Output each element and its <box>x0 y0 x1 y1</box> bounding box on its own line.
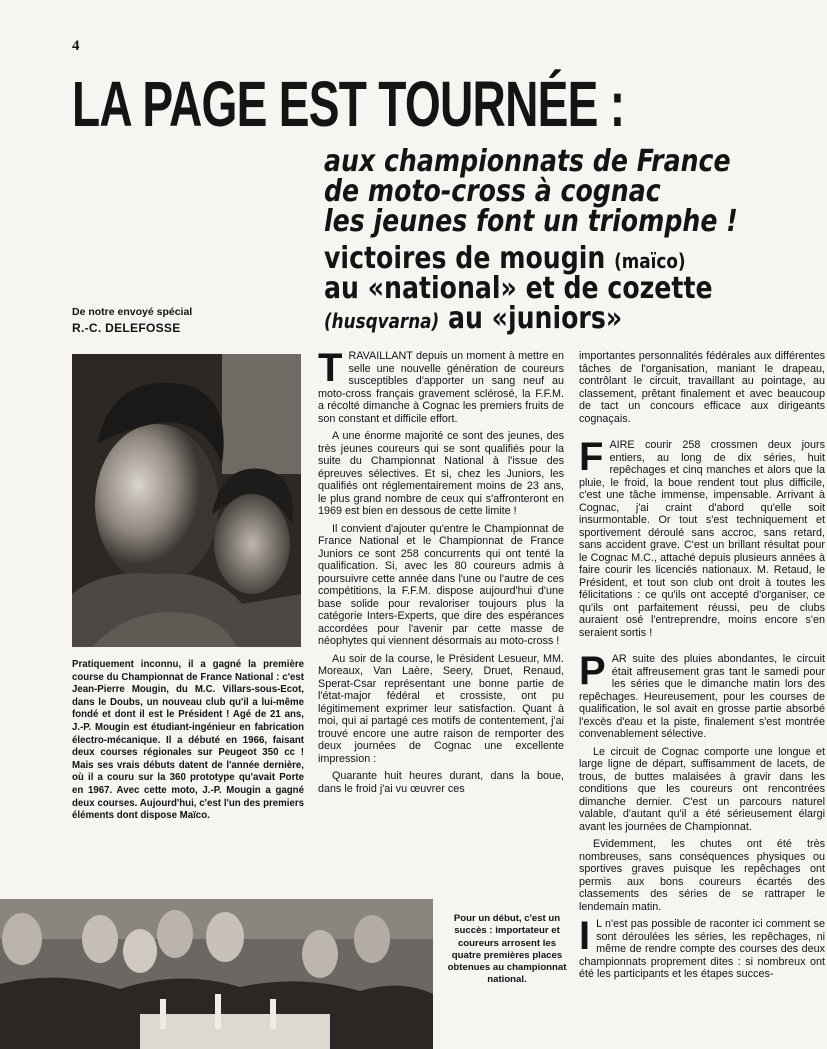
subheadline-line-3: les jeunes font un triomphe ! <box>324 204 738 239</box>
paragraph: Au soir de la course, le Président Lesueur, MM. Moreaux, Van Laère, Seery, Druet, Renaud, Sperat-Csar représentant une bonne partie de l'état-major fédéral et crossiste, ont pu légitimement exprimer leur satisfaction. Quant à moi, qui ai partagé ces motifs de contentement, j'ai trouvé encore une autre raison de remporter des deux journées de Cognac une excellente impression : <box>318 652 564 765</box>
paragraph: Quarante huit heures durant, dans la boue, dans le froid j'ai vu œuvrer ces <box>318 770 564 795</box>
byline-author: R.-C. DELEFOSSE <box>72 321 181 335</box>
paragraph: A une énorme majorité ce sont des jeunes, des très jeunes coureurs qui se sont qualifiés pour la suite du Championnat National à l'issue des épreuves sélectives. Et si, chez les Juniors, les qualifiés ont réglementairement moins de 23 ans, le plus grand nombre de ceux qui s'affronteront en 1969 est bien en dessous de cette limite ! <box>318 430 564 517</box>
paragraph: Il convient d'ajouter qu'entre le Championnat de France National et le Championnat de France Juniors ce sont 258 concurrents qui ont tenté la qualification. Si, avec les 80 coureurs admis à poursuivre cette année dans l'une ou l'autre de ces compétitions, la F.F.M. dispose aujourd'hui d'une base solide pour revaloriser toujours plus la catégorie Inters-Experts, que dire des espérances accordées pour l'avenir par cette masse de néophytes qui viennent désormais au moto-cross ! <box>318 522 564 647</box>
byline-intro: De notre envoyé spécial <box>72 306 193 318</box>
article-column-1 <box>318 346 564 800</box>
subheadline-category: au «juniors» <box>447 301 623 336</box>
subheadline-line-5: au «national» et de cozette <box>324 271 713 306</box>
group-photo-caption: Pour un début, c'est un succès : importateur et coureurs arrosent les quatre premières places obtenues au championnat national. <box>447 913 567 986</box>
drop-cap: P <box>579 649 606 693</box>
paragraph <box>579 435 825 639</box>
celebration-group-photo <box>0 899 433 1049</box>
page-number: 4 <box>72 38 80 54</box>
paragraph-text: L n'est pas possible de raconter ici comment se sont déroulées les séries, les repêchages, ni même de rendre compte des courses des deux championnats proprement dites : si nombreux ont été les participants et les étapes succes- <box>579 918 825 980</box>
paragraph <box>579 914 825 981</box>
subheadline-line-2: de moto-cross à cognac <box>324 174 661 209</box>
headline: LA PAGE EST TOURNÉE : <box>72 68 625 140</box>
paragraph <box>579 649 825 741</box>
paragraph-text: AR suite des pluies abondantes, le circuit était affreusement gras tant le samedi pour les séries que le dimanche matin lors des repêchages. Heureusement, pour les courses de qualification, le sol avait en grosse partie absorbé l'excès d'eau et la piste, finalement s'est montrée convenablement sélective. <box>579 653 825 740</box>
paragraph: Evidemment, les chutes ont été très nombreuses, sans conséquences physiques ou sportives graves puisque les repêchages ont permis aux bons coureurs écartés des classements des séries de se rattraper le lendemain matin. <box>579 838 825 913</box>
paragraph-text: RAVAILLANT depuis un moment à mettre en selle une nouvelle génération de coureurs susceptibles d'apporter un sang neuf au moto-cross français gravement sclérosé, la F.F.M. a récolté dimanche à Cognac les premiers fruits de son constant et difficile effort. <box>318 350 564 425</box>
paragraph <box>318 346 564 425</box>
subheadline-make-1: (maïco) <box>614 249 686 273</box>
rider-portrait-photo <box>72 354 301 647</box>
drop-cap: T <box>318 346 343 390</box>
article-column-2 <box>579 350 825 986</box>
drop-cap: I <box>579 914 591 958</box>
subheadline-line-1: aux championnats de France <box>324 144 731 179</box>
drop-cap: F <box>579 435 604 479</box>
portrait-caption: Pratiquement inconnu, il a gagné la première course du Championnat de France National : c'est Jean-Pierre Mougin, du M.C. Villars-sous-Ecot, dans le Doubs, un nouveau club qu'il a lui-même fondé et dont il est le Président ! Agé de 21 ans, J.-P. Mougin est étudiant-ingénieur en fabrication électro-mécanique. Il a débuté en 1966, faisant deux courses régionales sur Peugeot 350 cc ! Mais ses vrais débuts datent de l'année dernière, où il a couru sur la 360 prototype qu'avait Porte en 1967. Avec cette moto, J.-P. Mougin a gagné deux courses. Aujourd'hui, c'est l'un des premiers éléments dont dispose Maïco. <box>72 659 304 822</box>
paragraph: importantes personnalités fédérales aux différentes tâches de l'organisation, maniant le drapeau, contrôlant le circuit, travaillant au pointage, au classement, prêtant finalement et avec beaucoup de tact un concours efficace aux dirigeants cognaçais. <box>579 350 825 425</box>
subheadline-winner-1: victoires de mougin <box>324 241 606 276</box>
subheadline-line-6 <box>324 301 623 336</box>
paragraph: Le circuit de Cognac comporte une longue et large ligne de départ, suffisamment de lacets, de trous, de buttes malaisées à gravir dans les conditions que les coureurs ont rencontrées dimanche dernier. C'est un parcours naturel valable, d'autant qu'il a été sérieusement élargi avant les journées de Championnat. <box>579 745 825 833</box>
subheadline-make-2: (husqvarna) <box>324 309 440 333</box>
paragraph-text: AIRE courir 258 crossmen deux jours entiers, au long de dix séries, huit repêchages et cinq manches et alors que la pluie, le froid, la boue rendent tout plus difficile, c'est une tâche immense, impensable. Arrivant à Cognac, j'ai craint d'abord qu'elle soit insurmontable. Or tout s'est techniquement et sportivement déroulé sans accroc, sans retard, sans accident grave. C'est un brillant résultat pour le Cognac M.C., attaché depuis plusieurs années à faire courir les licenciés nationaux. M. Retaud, le Président, et tout son club ont droit à toutes les félicitations : ce qu'ils ont accepté d'organiser, ce qu'ils ont parfaitement réussi, peu de clubs auraient osé l'entreprendre, moins encore s'en seraient sortis ! <box>579 439 825 639</box>
